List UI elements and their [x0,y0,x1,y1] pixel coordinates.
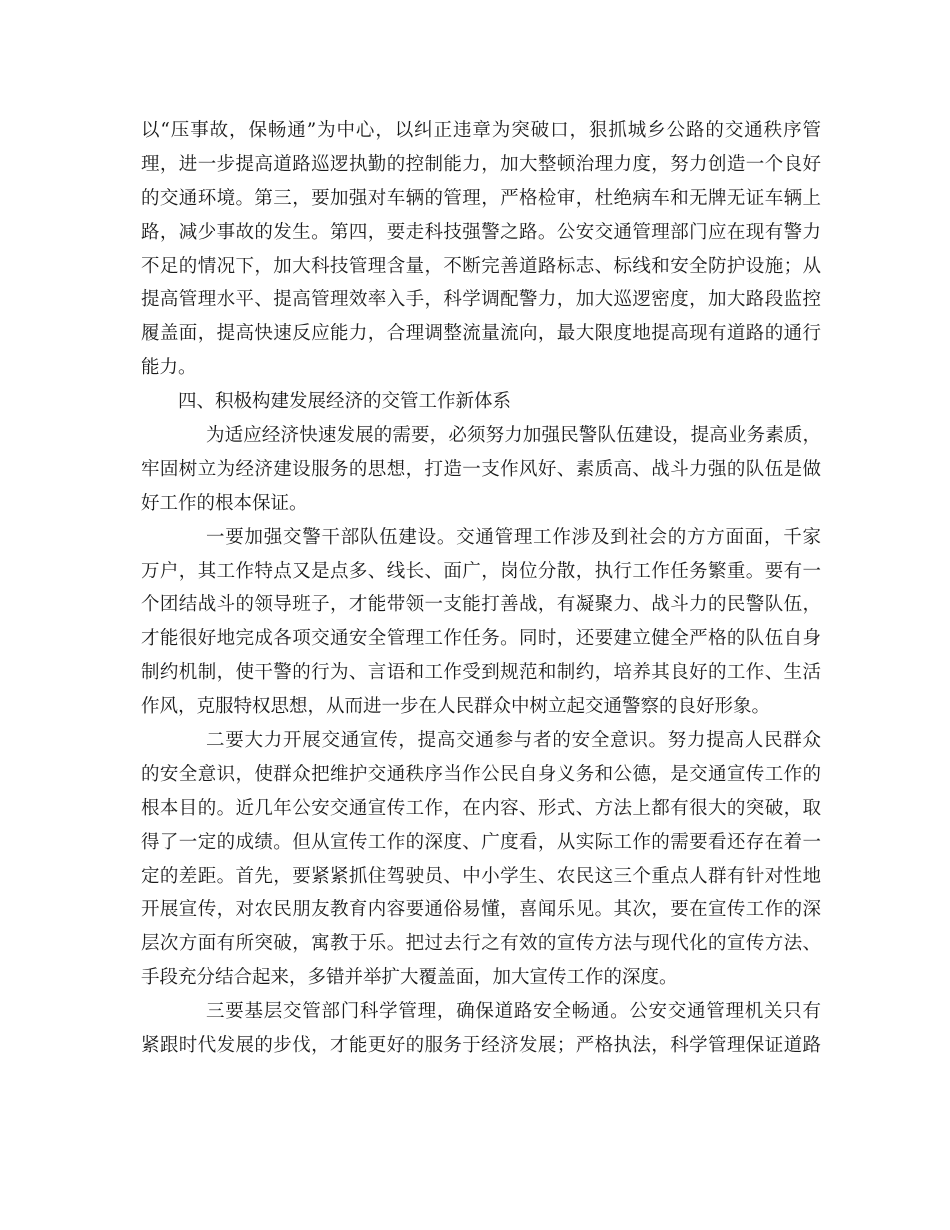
text-line: 万户，其工作特点又是点多、线长、面广，岗位分散，执行工作任务繁重。要有一 [141,560,821,582]
text-line: 好工作的根本保证。 [141,492,308,514]
text-line: 理，进一步提高道路巡逻执勤的控制能力，加大整顿治理力度，努力创造一个良好 [141,153,821,175]
text-line: 不足的情况下，加大科技管理含量，不断完善道路标志、标线和安全防护设施；从 [141,255,821,277]
text-line: 路，减少事故的发生。第四，要走科技强警之路。公安交通管理部门应在现有警力 [141,221,821,243]
text-line: 能力。 [141,357,197,379]
text-line: 以“压事故，保畅通”为中心，以纠正违章为突破口，狠抓城乡公路的交通秩序管 [141,120,821,141]
document-body [141,114,821,1063]
text-line: 手段充分结合起来，多错并举扩大覆盖面，加大宣传工作的深度。 [141,967,678,989]
text-line: 开展宣传，对农民朋友教育内容要通俗易懂，喜闻乐见。其次，要在宣传工作的深 [141,899,821,921]
text-line: 二要大力开展交通宣传，提高交通参与者的安全意识。努力提高人民群众 [206,730,821,752]
text-line: 根本目的。近几年公安交通宣传工作，在内容、形式、方法上都有很大的突破，取 [141,797,821,819]
text-line: 层次方面有所突破，寓教于乐。把过去行之有效的宣传方法与现代化的宣传方法、 [141,933,821,955]
text-line: 制约机制，使干警的行为、言语和工作受到规范和制约，培养其良好的工作、生活 [141,662,821,684]
text-line: 才能很好地完成各项交通安全管理工作任务。同时，还要建立健全严格的队伍自身 [141,628,821,650]
text-line: 提高管理水平、提高管理效率入手，科学调配警力，加大巡逻密度，加大路段监控 [141,289,821,311]
text-line: 履盖面，提高快速反应能力，合理调整流量流向，最大限度地提高现有道路的通行 [141,323,821,345]
text-line: 个团结战斗的领导班子，才能带领一支能打善战，有凝聚力、战斗力的民警队伍， [141,594,821,616]
text-line: 为适应经济快速发展的需要，必须努力加强民警队伍建设，提高业务素质， [206,425,821,447]
text-line: 定的差距。首先，要紧紧抓住驾驶员、中小学生、农民这三个重点人群有针对性地 [141,865,821,887]
text-line: 的安全意识，使群众把维护交通秩序当作公民自身义务和公德，是交通宣传工作的 [141,763,821,785]
section-heading: 四、积极构建发展经济的交管工作新体系 [178,391,512,413]
text-line: 一要加强交警干部队伍建设。交通管理工作涉及到社会的方方面面，千家 [206,526,821,548]
text-line: 三要基层交管部门科学管理，确保道路安全畅通。公安交通管理机关只有 [206,1001,821,1023]
text-line: 的交通环境。第三，要加强对车辆的管理，严格检审，杜绝病车和无牌无证车辆上 [141,187,821,209]
text-line: 牢固树立为经济建设服务的思想，打造一支作风好、素质高、战斗力强的队伍是做 [141,458,821,480]
text-line: 作风，克服特权思想，从而进一步在人民群众中树立起交通警察的良好形象。 [141,696,771,718]
text-line: 得了一定的成绩。但从宣传工作的深度、广度看，从实际工作的需要看还存在着一 [141,831,821,853]
text-line: 紧跟时代发展的步伐，才能更好的服务于经济发展；严格执法，科学管理保证道路 [141,1035,821,1057]
